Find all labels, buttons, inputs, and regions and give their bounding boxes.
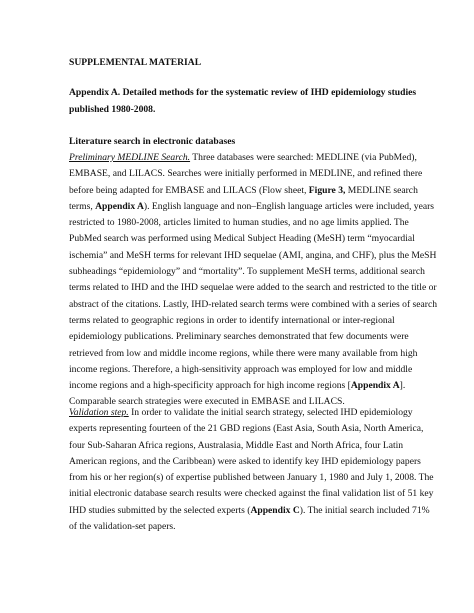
supplemental-title: SUPPLEMENTAL MATERIAL xyxy=(69,57,202,68)
paragraph-text: ). English language and non–English language articles were included, years restricted to 1980-2008, articles limited to human studies, and no age limits applied. The PubMed search was performed using Medical Subject Heading (MeSH) term “myocardial ischemia” and MeSH terms for relevant IHD sequelae (AMI, angina, and CHF), plus the MeSH subheadings “epidemiology” and “mortality”. To supplement MeSH terms, additional search terms related to IHD and the IHD sequelae were added to the search and restricted to the title or abstract of the citations. Lastly, IHD-related search terms were combined with a series of search terms related to geographic regions in order to identify international or inter-regional epidemiology publications. Preliminary searches demonstrated that few documents were retrieved from low and middle income regions, while there were many available from high income regions. Therefore, a high-sensitivity approach was employed for low and middle income regions and a high-specificity approach for high income regions [ xyxy=(69,200,438,392)
paragraph-validation-step xyxy=(69,405,439,535)
paragraph-lead: Validation step. xyxy=(69,407,129,418)
appendix-title: Appendix A. Detailed methods for the systematic review of IHD epidemiology studies published 1980-2008. xyxy=(69,87,417,115)
appendix-reference: Appendix A xyxy=(95,200,144,212)
section-title: Literature search in electronic databases xyxy=(69,136,236,147)
appendix-reference: Appendix A xyxy=(350,380,400,392)
paragraph-text: ]. Comparable search strategies were executed in EMBASE and LILACS. xyxy=(69,380,406,408)
paragraph-text: MEDLINE search terms, xyxy=(69,184,418,212)
paragraph-preliminary-search xyxy=(69,150,439,411)
appendix-reference: Appendix C xyxy=(250,504,300,516)
paragraph-text: Three databases were searched: MEDLINE (via PubMed), EMBASE, and LILACS. Searches were initially performed in MEDLINE, and refined there before being adapted for EMBASE and LILACS (Flow sheet, xyxy=(69,152,423,196)
figure-reference: Figure 3, xyxy=(308,184,346,196)
paragraph-lead: Preliminary MEDLINE Search. xyxy=(69,152,191,163)
paragraph-text: In order to validate the initial search strategy, selected IHD epidemiology experts representing fourteen of the 21 GBD regions (East Asia, South Asia, North America, four Sub-Saharan Africa regions, Australasia, Middle East and North Africa, four Latin American regions, and the Caribbean) were asked to identify key IHD epidemiology papers from his or her region(s) of expertise published between January 1, 1980 and July 1, 2008. The initial electronic database search results were checked against the final validation list of 51 key IHD studies submitted by the selected experts ( xyxy=(69,407,434,516)
paragraph-text: ). The initial search included 71% of the validation-set papers. xyxy=(69,504,430,533)
